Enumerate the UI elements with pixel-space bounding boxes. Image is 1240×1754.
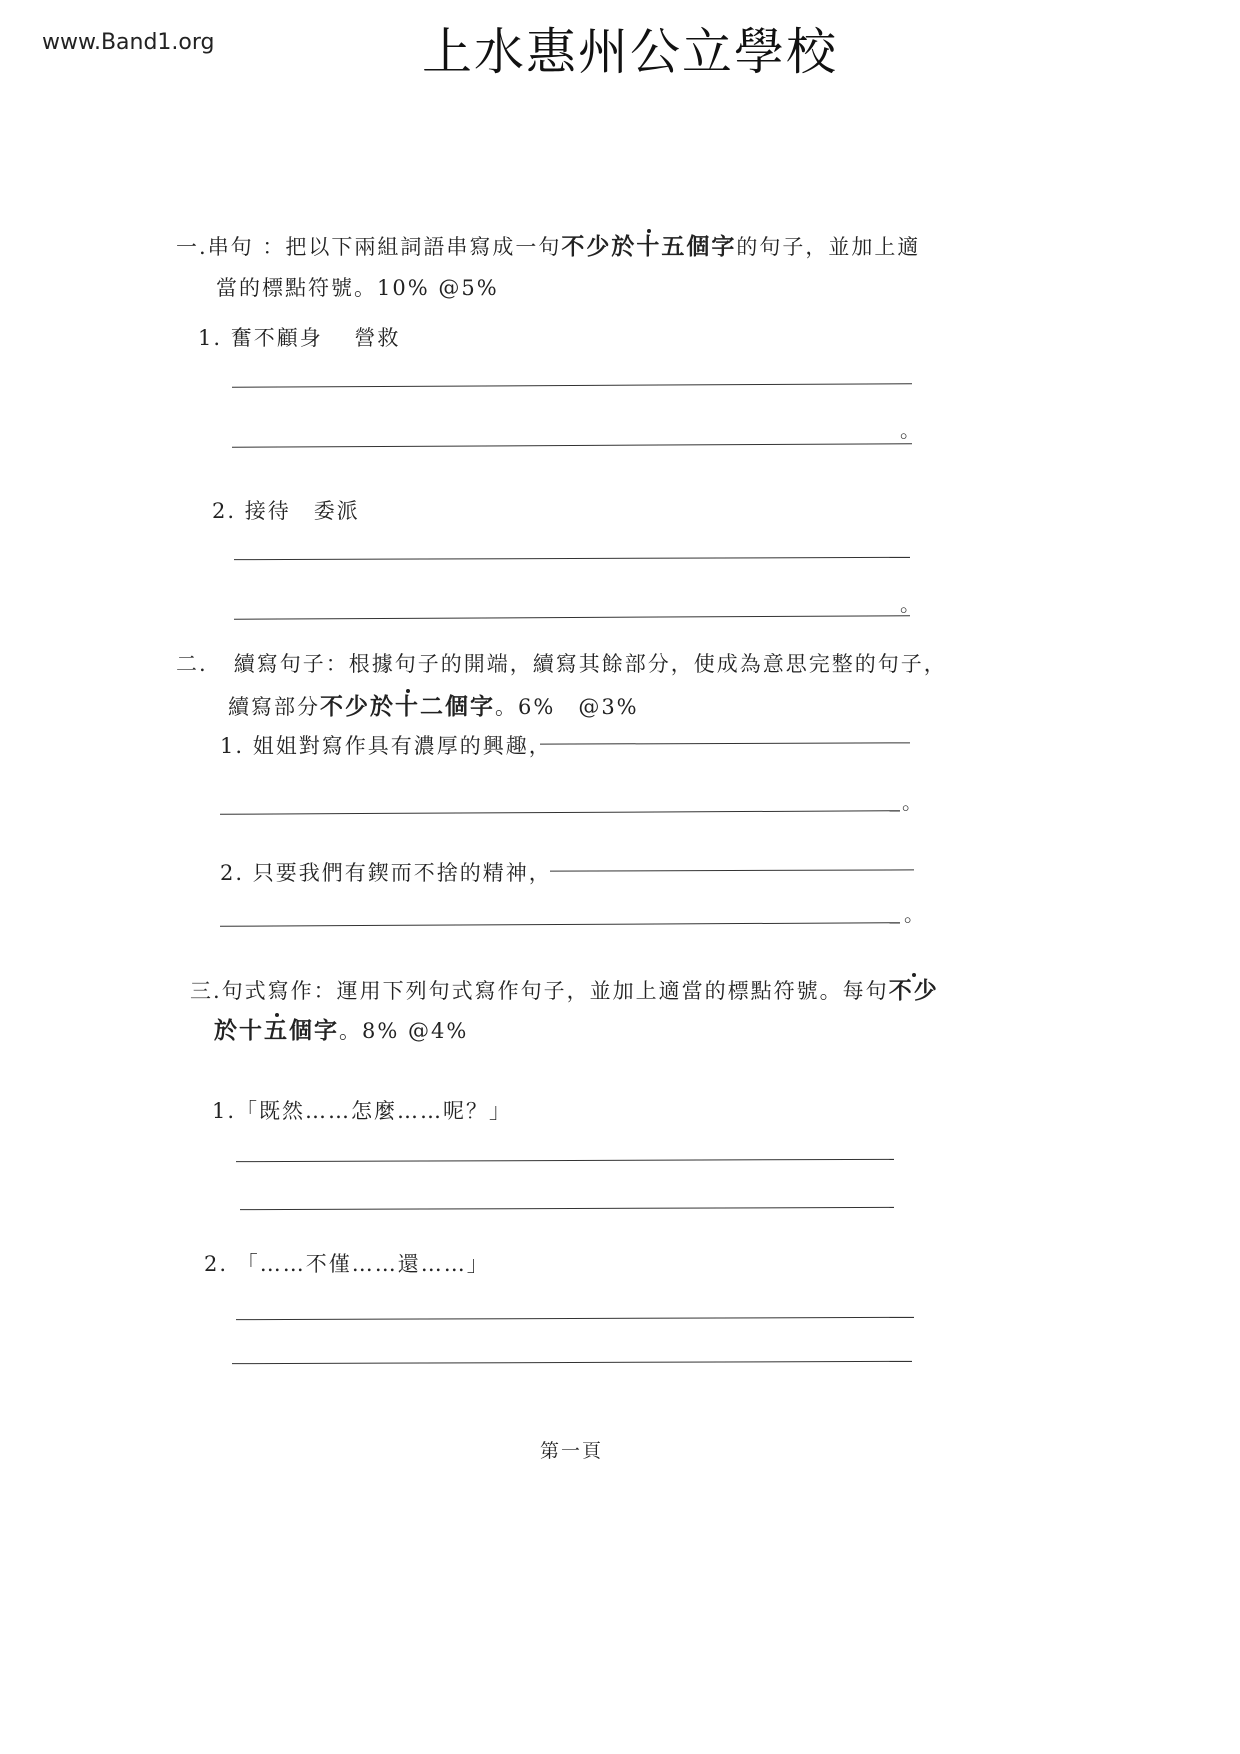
section3-intro-line	[190, 972, 939, 1005]
answer-line[interactable]	[550, 869, 914, 871]
answer-line[interactable]	[234, 557, 910, 560]
section1-instruction-line2: 當的標點符號。10% @5%	[216, 276, 499, 300]
section3-question-1: 1.「既然……怎麼……呢？」	[212, 1099, 513, 1123]
section3-intro: 三.句式寫作：運用下列句式寫作句子，並加上適當的標點符號。每句	[190, 979, 889, 1003]
answer-line[interactable]	[232, 1361, 912, 1364]
section1-question-2: 2. 接待 委派	[212, 499, 360, 523]
section2-number: 二.	[176, 652, 208, 676]
section1-number: 一.	[176, 235, 208, 259]
section2-intro: 續寫句子：根據句子的開端，續寫其餘部分，使成為意思完整的句子，	[233, 652, 947, 676]
section2-instruction-line2	[228, 688, 639, 721]
answer-line[interactable]	[540, 742, 910, 744]
answer-line[interactable]	[220, 922, 900, 927]
answer-line[interactable]	[232, 443, 912, 448]
full-stop-mark: 。	[904, 902, 924, 926]
section2-line2-start: 續寫部分	[228, 695, 320, 719]
page-number: 第一頁	[540, 1440, 604, 1462]
section1-intro-end: 的句子，並加上適	[736, 235, 921, 259]
answer-line[interactable]	[232, 383, 912, 388]
answer-line[interactable]	[220, 810, 900, 815]
section2-question-1: 1. 姐姐對寫作具有濃厚的興趣，	[220, 734, 552, 758]
section2-requirement: 不少於十二個字	[320, 693, 495, 720]
section3-requirement-part2: 於十五個字	[214, 1017, 339, 1044]
section1-question-1: 1. 奮不顧身 營救	[198, 326, 401, 350]
answer-line[interactable]	[236, 1317, 914, 1320]
section3-line2-end: 。8% @4%	[339, 1019, 469, 1043]
section2-intro-line	[176, 648, 947, 678]
full-stop-mark: 。	[902, 790, 922, 814]
section1-intro-line	[176, 228, 920, 261]
section1-intro: 串句 ：把以下兩組詞語串寫成一句	[207, 235, 562, 259]
school-title: 上水惠州公立學校	[422, 23, 838, 81]
section1-requirement: 不少於十五個字	[561, 233, 737, 260]
site-url[interactable]: www.Band1.org	[42, 30, 215, 55]
answer-line[interactable]	[234, 615, 910, 620]
answer-line[interactable]	[236, 1159, 894, 1162]
full-stop-mark: 。	[900, 592, 920, 616]
section2-line2-end: 。6% @3%	[495, 695, 639, 719]
full-stop-mark: 。	[900, 418, 920, 442]
answer-line[interactable]	[240, 1207, 894, 1210]
section2-question-2: 2. 只要我們有鍥而不捨的精神，	[220, 861, 552, 885]
section3-question-2: 2. 「……不僅……還……」	[204, 1252, 490, 1276]
section3-requirement-part1: 不少	[888, 977, 939, 1004]
section3-instruction-line2	[214, 1012, 468, 1045]
